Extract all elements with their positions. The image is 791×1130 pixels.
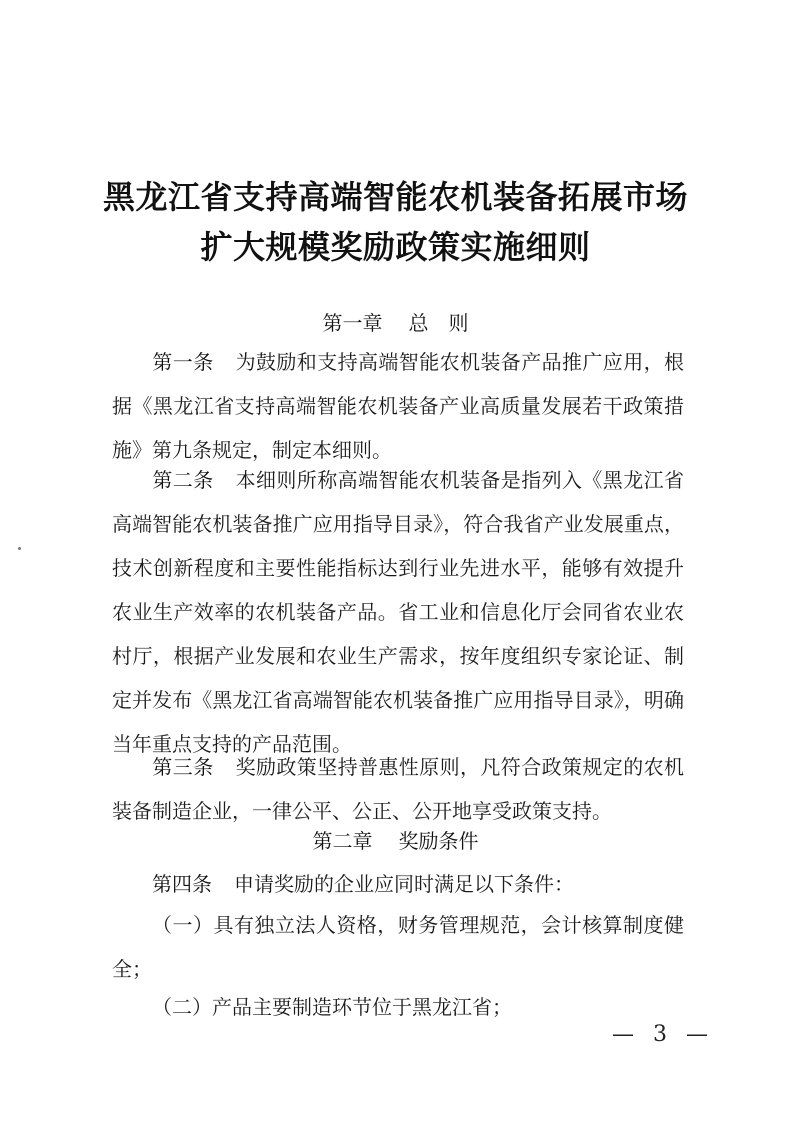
chapter-number: 第一章 — [322, 311, 383, 335]
chapter-heading-2 — [0, 825, 791, 854]
article-label: 第三条 — [152, 755, 214, 779]
article-text: 本细则所称高端智能农机装备是指列入《黑龙江省高端智能农机装备推广应用指导目录》，符合我省产业发展重点，技术创新程度和主要性能指标达到行业先进水平，能够有效提升农业生产效率的农机装备产品。省工业和信息化厅会同省农业农村厅，根据产业发展和农业生产需求，按年度组织专家论证、制定并发布《黑龙江省高端智能农机装备推广应用指导目录》，明确当年重点支持的产品范围。 — [112, 468, 685, 756]
document-title-line-2: 扩大规模奖励政策实施细则 — [200, 228, 591, 266]
article-label: 第一条 — [152, 350, 214, 374]
article-2 — [112, 458, 684, 766]
article-text: 申请奖励的企业应同时满足以下条件： — [234, 872, 574, 896]
chapter-name: 总 则 — [408, 311, 469, 335]
article-text: 为鼓励和支持高端智能农机装备产品推广应用，根据《黑龙江省支持高端智能农机装备产业高质量发展若干政策措施》第九条规定，制定本细则。 — [112, 350, 685, 462]
document-title-line-1: 黑龙江省支持高端智能农机装备拓展市场 — [102, 178, 688, 216]
article-4 — [112, 862, 684, 906]
chapter-heading-1 — [0, 307, 791, 336]
page-number: — 3 — — [612, 1022, 714, 1047]
condition-item-1: （一）具有独立法人资格，财务管理规范，会计核算制度健全； — [112, 913, 684, 981]
article-3 — [112, 745, 684, 833]
chapter-name: 奖励条件 — [398, 829, 479, 853]
article-text: 奖励政策坚持普惠性原则，凡符合政策规定的农机装备制造企业，一律公平、公正、公开地享受政策支持。 — [112, 755, 685, 823]
scan-speck — [18, 547, 21, 550]
condition-item-2: （二）产品主要制造环节位于黑龙江省； — [152, 995, 512, 1019]
article-label: 第二条 — [152, 468, 214, 492]
chapter-number: 第二章 — [312, 829, 373, 853]
article-label: 第四条 — [152, 872, 212, 896]
article-1 — [112, 340, 684, 472]
